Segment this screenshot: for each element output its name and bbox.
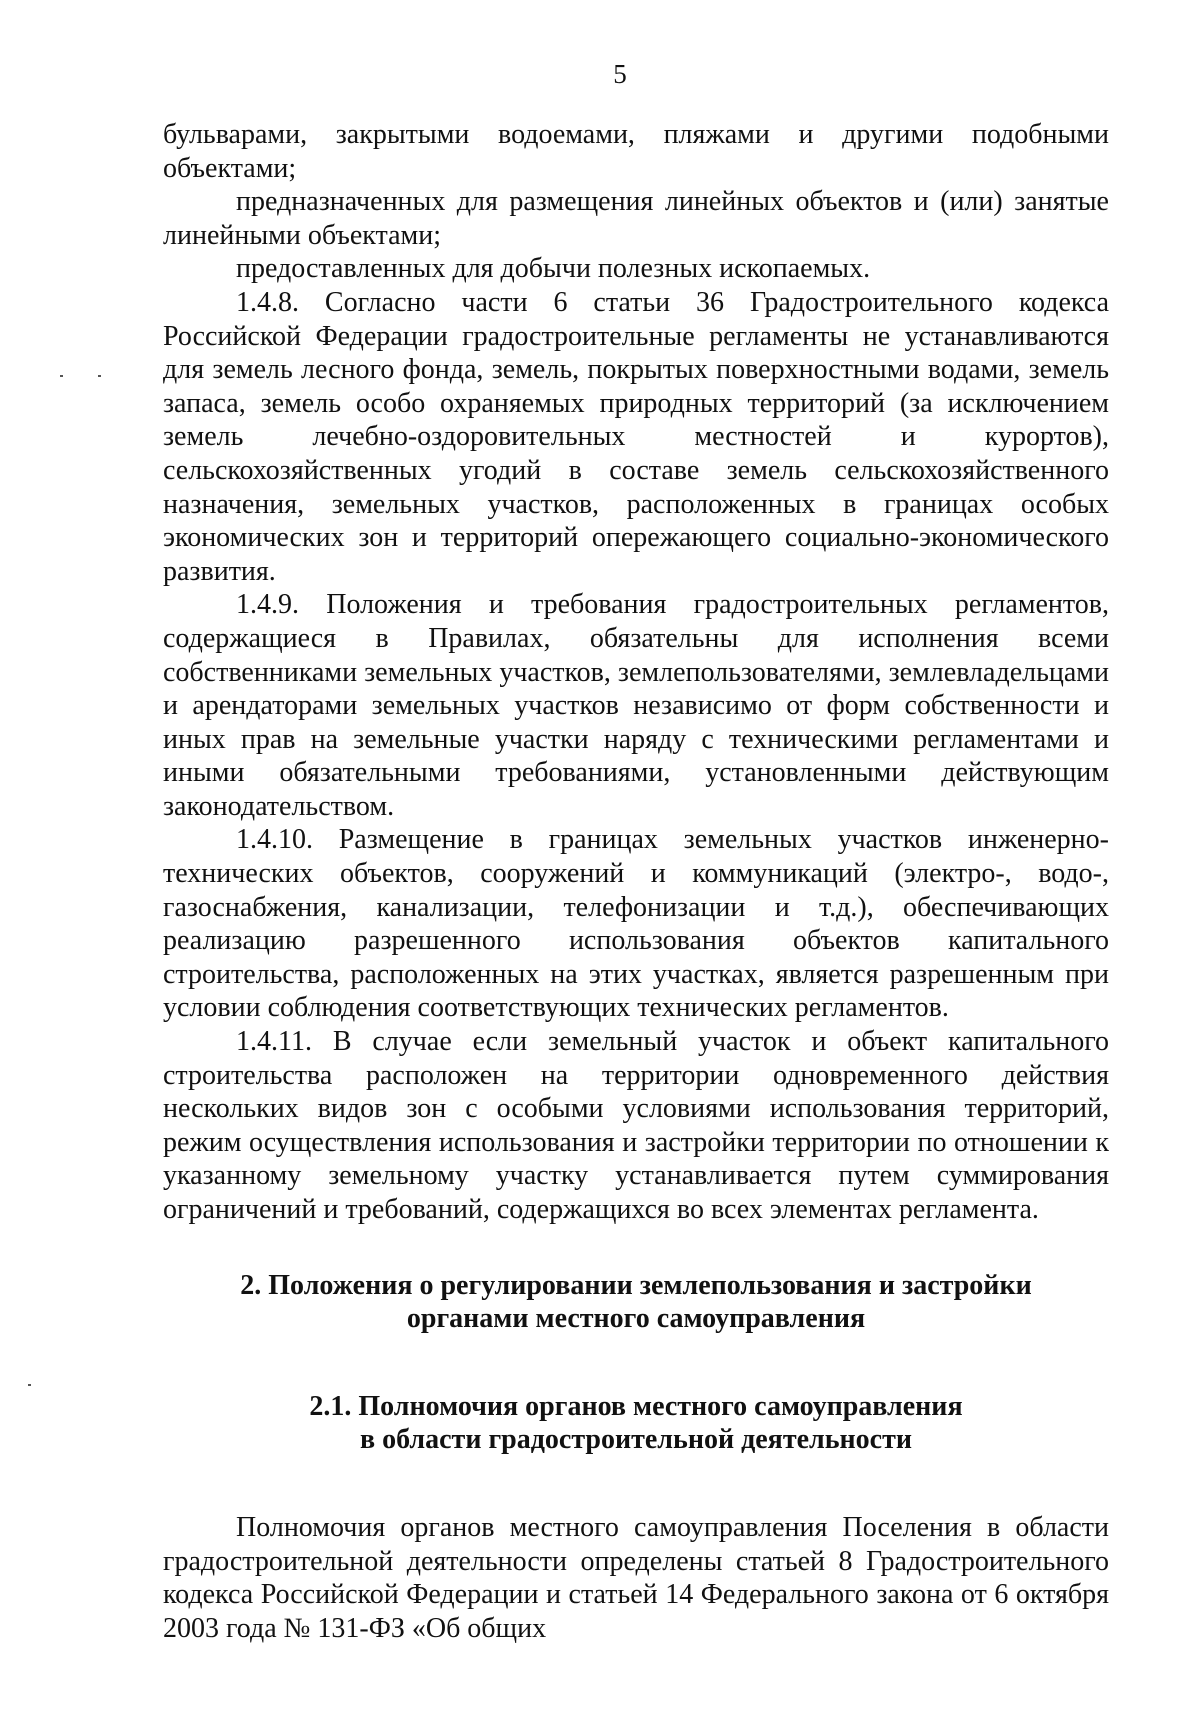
- section-2-heading: [163, 1269, 1109, 1336]
- paragraph-linear-objects: предназначенных для размещения линейных объектов и (или) занятые линейными объектами;: [163, 186, 1109, 251]
- section-2-1-heading-line2: в области градостроительной деятельности: [360, 1424, 912, 1456]
- paragraph-1-4-10: 1.4.10. Размещение в границах земельных участков инженерно-технических объектов, сооружений и коммуникаций (электро-, водо-, газоснабжения, канализации, телефонизации и т.д.), обеспечивающих реализацию разрешенного использования объектов капитального строительства, расположенных на этих участках, является разрешенным при условии соблюдения соответствующих технических регламентов.: [163, 824, 1109, 1024]
- paragraph-mining: предоставленных для добычи полезных ископаемых.: [236, 253, 871, 285]
- scan-artifact-dot: [28, 1384, 31, 1386]
- paragraph-1-4-9: 1.4.9. Положения и требования градостроительных регламентов, содержащиеся в Правилах, обязательны для исполнения всеми собственниками земельных участков, землепользователями, землевладельцами и арендаторами земельных участков независимо от форм собственности и иных прав на земельные участки наряду с техническими регламентами и иными обязательными требованиями, установленными действующим законодательством.: [163, 589, 1109, 822]
- paragraph-1-4-11: 1.4.11. В случае если земельный участок и объект капитального строительства расположен на территории одновременного действия нескольких видов зон с особыми условиями использования территорий, режим осуществления использования и застройки территории по отношении к указанному земельному участку устанавливается путем суммирования ограничений и требований, содержащихся во всех элементах регламента.: [163, 1026, 1109, 1225]
- paragraph-1-4-8: 1.4.8. Согласно части 6 статьи 36 Градостроительного кодекса Российской Федерации градостроительные регламенты не устанавливаются для земель лесного фонда, земель, покрытых поверхностными водами, земель запаса, земель особо охраняемых природных территорий (за исключением земель лечебно-оздоровительных местностей и курортов), сельскохозяйственных угодий в составе земель сельскохозяйственного назначения, земельных участков, расположенных в границах особых экономических зон и территорий опережающего социально-экономического развития.: [163, 286, 1109, 587]
- page-number: 5: [613, 59, 627, 89]
- paragraph-powers: Полномочия органов местного самоуправления Поселения в области градостроительной деятельности определены статьей 8 Градостроительного кодекса Российской Федерации и статьей 14 Федерального закона от 6 октября 2003 года № 131-ФЗ «Об общих: [163, 1511, 1109, 1644]
- document-body: [163, 118, 1109, 1645]
- paragraph-continuation: бульварами, закрытыми водоемами, пляжами и другими подобными объектами;: [163, 119, 1109, 184]
- section-2-1-heading: [163, 1390, 1109, 1457]
- section-2-heading-line1: 2. Положения о регулировании землепользования и застройки: [240, 1269, 1032, 1301]
- section-2-heading-line2: органами местного самоуправления: [406, 1303, 866, 1335]
- section-2-1-heading-line1: 2.1. Полномочия органов местного самоуправления: [309, 1390, 963, 1422]
- scan-artifact-dot: [98, 375, 101, 377]
- scan-artifact-dot: [60, 375, 63, 377]
